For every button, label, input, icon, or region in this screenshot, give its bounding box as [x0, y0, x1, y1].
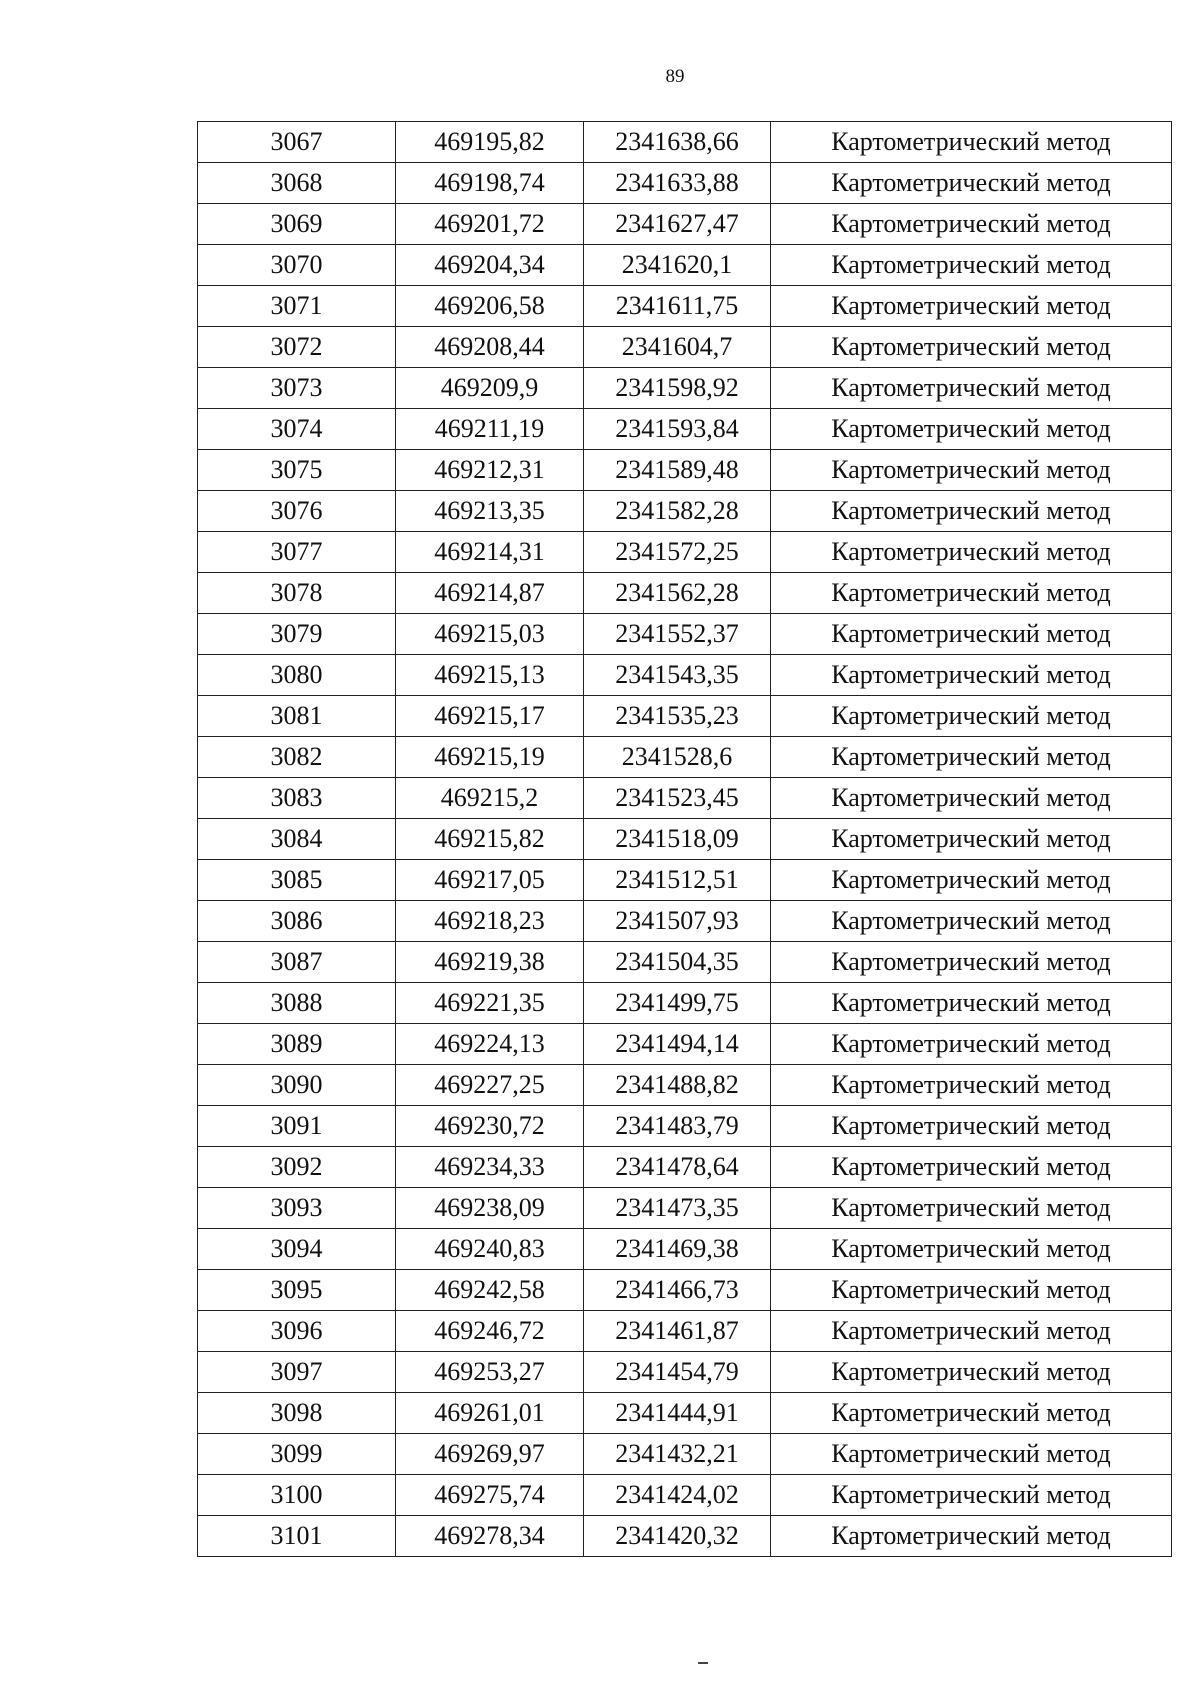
table-row — [198, 1311, 1172, 1352]
table-row — [198, 1393, 1172, 1434]
coordinates-table-body — [198, 122, 1172, 1557]
x-coordinate-cell: 469230,72 — [396, 1106, 584, 1147]
y-coordinate-cell: 2341424,02 — [584, 1475, 771, 1516]
footer-mark — [698, 1662, 708, 1664]
method-cell: Картометрический метод — [771, 1106, 1172, 1147]
y-coordinate-cell: 2341638,66 — [584, 122, 771, 163]
table-row — [198, 614, 1172, 655]
y-coordinate-cell: 2341627,47 — [584, 204, 771, 245]
table-row — [198, 737, 1172, 778]
table-row — [198, 368, 1172, 409]
table-row — [198, 819, 1172, 860]
y-coordinate-cell: 2341494,14 — [584, 1024, 771, 1065]
method-cell: Картометрический метод — [771, 1270, 1172, 1311]
point-number-cell: 3077 — [198, 532, 396, 573]
table-row — [198, 1516, 1172, 1557]
point-number-cell: 3082 — [198, 737, 396, 778]
method-cell: Картометрический метод — [771, 286, 1172, 327]
point-number-cell: 3101 — [198, 1516, 396, 1557]
table-row — [198, 573, 1172, 614]
table-row — [198, 1270, 1172, 1311]
table-row — [198, 532, 1172, 573]
table-row — [198, 327, 1172, 368]
point-number-cell: 3099 — [198, 1434, 396, 1475]
point-number-cell: 3071 — [198, 286, 396, 327]
table-row — [198, 901, 1172, 942]
page-number: 89 — [665, 66, 685, 87]
method-cell: Картометрический метод — [771, 204, 1172, 245]
table-row — [198, 1475, 1172, 1516]
y-coordinate-cell: 2341420,32 — [584, 1516, 771, 1557]
y-coordinate-cell: 2341633,88 — [584, 163, 771, 204]
point-number-cell: 3092 — [198, 1147, 396, 1188]
y-coordinate-cell: 2341562,28 — [584, 573, 771, 614]
point-number-cell: 3070 — [198, 245, 396, 286]
x-coordinate-cell: 469221,35 — [396, 983, 584, 1024]
table-row — [198, 655, 1172, 696]
method-cell: Картометрический метод — [771, 491, 1172, 532]
point-number-cell: 3086 — [198, 901, 396, 942]
y-coordinate-cell: 2341598,92 — [584, 368, 771, 409]
point-number-cell: 3096 — [198, 1311, 396, 1352]
table-row — [198, 286, 1172, 327]
x-coordinate-cell: 469201,72 — [396, 204, 584, 245]
y-coordinate-cell: 2341523,45 — [584, 778, 771, 819]
x-coordinate-cell: 469253,27 — [396, 1352, 584, 1393]
point-number-cell: 3088 — [198, 983, 396, 1024]
point-number-cell: 3068 — [198, 163, 396, 204]
point-number-cell: 3081 — [198, 696, 396, 737]
y-coordinate-cell: 2341604,7 — [584, 327, 771, 368]
method-cell: Картометрический метод — [771, 901, 1172, 942]
x-coordinate-cell: 469215,03 — [396, 614, 584, 655]
method-cell: Картометрический метод — [771, 1229, 1172, 1270]
x-coordinate-cell: 469215,17 — [396, 696, 584, 737]
point-number-cell: 3084 — [198, 819, 396, 860]
x-coordinate-cell: 469215,13 — [396, 655, 584, 696]
x-coordinate-cell: 469198,74 — [396, 163, 584, 204]
table-row — [198, 204, 1172, 245]
point-number-cell: 3069 — [198, 204, 396, 245]
point-number-cell: 3075 — [198, 450, 396, 491]
x-coordinate-cell: 469213,35 — [396, 491, 584, 532]
method-cell: Картометрический метод — [771, 245, 1172, 286]
x-coordinate-cell: 469219,38 — [396, 942, 584, 983]
table-row — [198, 1106, 1172, 1147]
table-row — [198, 1147, 1172, 1188]
method-cell: Картометрический метод — [771, 1024, 1172, 1065]
x-coordinate-cell: 469227,25 — [396, 1065, 584, 1106]
y-coordinate-cell: 2341589,48 — [584, 450, 771, 491]
x-coordinate-cell: 469242,58 — [396, 1270, 584, 1311]
y-coordinate-cell: 2341432,21 — [584, 1434, 771, 1475]
method-cell: Картометрический метод — [771, 409, 1172, 450]
method-cell: Картометрический метод — [771, 1516, 1172, 1557]
y-coordinate-cell: 2341478,64 — [584, 1147, 771, 1188]
method-cell: Картометрический метод — [771, 983, 1172, 1024]
point-number-cell: 3083 — [198, 778, 396, 819]
table-row — [198, 409, 1172, 450]
method-cell: Картометрический метод — [771, 450, 1172, 491]
table-row — [198, 1065, 1172, 1106]
x-coordinate-cell: 469208,44 — [396, 327, 584, 368]
y-coordinate-cell: 2341473,35 — [584, 1188, 771, 1229]
point-number-cell: 3087 — [198, 942, 396, 983]
x-coordinate-cell: 469212,31 — [396, 450, 584, 491]
x-coordinate-cell: 469209,9 — [396, 368, 584, 409]
table-row — [198, 942, 1172, 983]
method-cell: Картометрический метод — [771, 1434, 1172, 1475]
x-coordinate-cell: 469218,23 — [396, 901, 584, 942]
y-coordinate-cell: 2341454,79 — [584, 1352, 771, 1393]
point-number-cell: 3089 — [198, 1024, 396, 1065]
method-cell: Картометрический метод — [771, 1147, 1172, 1188]
x-coordinate-cell: 469269,97 — [396, 1434, 584, 1475]
y-coordinate-cell: 2341593,84 — [584, 409, 771, 450]
method-cell: Картометрический метод — [771, 532, 1172, 573]
table-row — [198, 1434, 1172, 1475]
y-coordinate-cell: 2341444,91 — [584, 1393, 771, 1434]
method-cell: Картометрический метод — [771, 1065, 1172, 1106]
table-row — [198, 491, 1172, 532]
method-cell: Картометрический метод — [771, 573, 1172, 614]
method-cell: Картометрический метод — [771, 327, 1172, 368]
point-number-cell: 3090 — [198, 1065, 396, 1106]
method-cell: Картометрический метод — [771, 1475, 1172, 1516]
table-row — [198, 860, 1172, 901]
x-coordinate-cell: 469246,72 — [396, 1311, 584, 1352]
point-number-cell: 3073 — [198, 368, 396, 409]
method-cell: Картометрический метод — [771, 122, 1172, 163]
y-coordinate-cell: 2341499,75 — [584, 983, 771, 1024]
y-coordinate-cell: 2341504,35 — [584, 942, 771, 983]
method-cell: Картометрический метод — [771, 778, 1172, 819]
point-number-cell: 3074 — [198, 409, 396, 450]
y-coordinate-cell: 2341461,87 — [584, 1311, 771, 1352]
x-coordinate-cell: 469214,31 — [396, 532, 584, 573]
x-coordinate-cell: 469234,33 — [396, 1147, 584, 1188]
y-coordinate-cell: 2341512,51 — [584, 860, 771, 901]
y-coordinate-cell: 2341483,79 — [584, 1106, 771, 1147]
x-coordinate-cell: 469214,87 — [396, 573, 584, 614]
point-number-cell: 3080 — [198, 655, 396, 696]
point-number-cell: 3098 — [198, 1393, 396, 1434]
point-number-cell: 3079 — [198, 614, 396, 655]
y-coordinate-cell: 2341466,73 — [584, 1270, 771, 1311]
y-coordinate-cell: 2341469,38 — [584, 1229, 771, 1270]
method-cell: Картометрический метод — [771, 614, 1172, 655]
method-cell: Картометрический метод — [771, 696, 1172, 737]
table-row — [198, 1188, 1172, 1229]
y-coordinate-cell: 2341528,6 — [584, 737, 771, 778]
y-coordinate-cell: 2341611,75 — [584, 286, 771, 327]
point-number-cell: 3067 — [198, 122, 396, 163]
y-coordinate-cell: 2341582,28 — [584, 491, 771, 532]
y-coordinate-cell: 2341518,09 — [584, 819, 771, 860]
x-coordinate-cell: 469238,09 — [396, 1188, 584, 1229]
x-coordinate-cell: 469278,34 — [396, 1516, 584, 1557]
y-coordinate-cell: 2341620,1 — [584, 245, 771, 286]
y-coordinate-cell: 2341488,82 — [584, 1065, 771, 1106]
coordinates-table — [197, 121, 1172, 1557]
y-coordinate-cell: 2341572,25 — [584, 532, 771, 573]
point-number-cell: 3100 — [198, 1475, 396, 1516]
method-cell: Картометрический метод — [771, 163, 1172, 204]
point-number-cell: 3094 — [198, 1229, 396, 1270]
table-row — [198, 983, 1172, 1024]
point-number-cell: 3093 — [198, 1188, 396, 1229]
table-row — [198, 1024, 1172, 1065]
x-coordinate-cell: 469215,19 — [396, 737, 584, 778]
point-number-cell: 3078 — [198, 573, 396, 614]
y-coordinate-cell: 2341552,37 — [584, 614, 771, 655]
table-row — [198, 245, 1172, 286]
point-number-cell: 3072 — [198, 327, 396, 368]
table-row — [198, 778, 1172, 819]
table-row — [198, 1352, 1172, 1393]
method-cell: Картометрический метод — [771, 737, 1172, 778]
table-row — [198, 163, 1172, 204]
point-number-cell: 3095 — [198, 1270, 396, 1311]
method-cell: Картометрический метод — [771, 1393, 1172, 1434]
point-number-cell: 3085 — [198, 860, 396, 901]
x-coordinate-cell: 469261,01 — [396, 1393, 584, 1434]
x-coordinate-cell: 469195,82 — [396, 122, 584, 163]
table-row — [198, 696, 1172, 737]
x-coordinate-cell: 469275,74 — [396, 1475, 584, 1516]
method-cell: Картометрический метод — [771, 1352, 1172, 1393]
x-coordinate-cell: 469215,82 — [396, 819, 584, 860]
x-coordinate-cell: 469215,2 — [396, 778, 584, 819]
method-cell: Картометрический метод — [771, 1188, 1172, 1229]
method-cell: Картометрический метод — [771, 942, 1172, 983]
method-cell: Картометрический метод — [771, 819, 1172, 860]
method-cell: Картометрический метод — [771, 655, 1172, 696]
point-number-cell: 3097 — [198, 1352, 396, 1393]
table-row — [198, 450, 1172, 491]
table-row — [198, 122, 1172, 163]
x-coordinate-cell: 469224,13 — [396, 1024, 584, 1065]
method-cell: Картометрический метод — [771, 368, 1172, 409]
point-number-cell: 3091 — [198, 1106, 396, 1147]
table-row — [198, 1229, 1172, 1270]
y-coordinate-cell: 2341543,35 — [584, 655, 771, 696]
y-coordinate-cell: 2341507,93 — [584, 901, 771, 942]
x-coordinate-cell: 469211,19 — [396, 409, 584, 450]
y-coordinate-cell: 2341535,23 — [584, 696, 771, 737]
point-number-cell: 3076 — [198, 491, 396, 532]
method-cell: Картометрический метод — [771, 860, 1172, 901]
x-coordinate-cell: 469240,83 — [396, 1229, 584, 1270]
x-coordinate-cell: 469204,34 — [396, 245, 584, 286]
x-coordinate-cell: 469217,05 — [396, 860, 584, 901]
method-cell: Картометрический метод — [771, 1311, 1172, 1352]
x-coordinate-cell: 469206,58 — [396, 286, 584, 327]
